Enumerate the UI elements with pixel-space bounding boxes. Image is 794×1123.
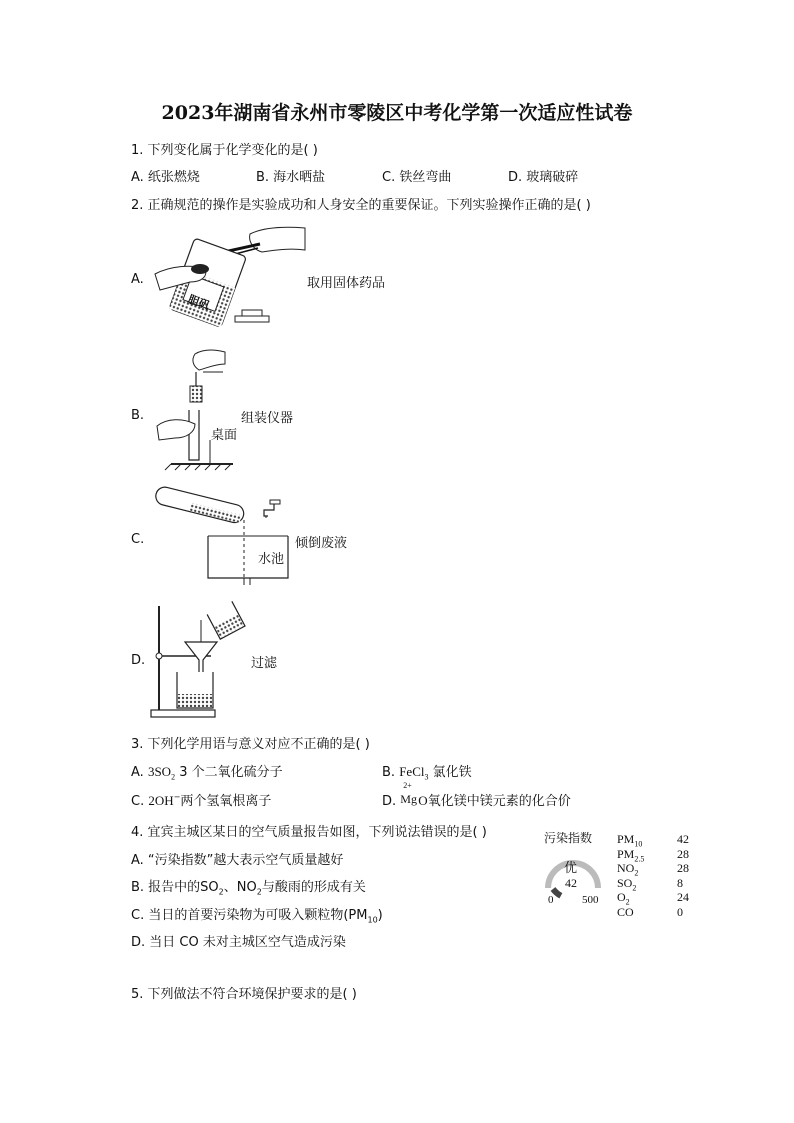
question-3-option-c-text: 两个氢氧根离子 <box>180 794 272 809</box>
question-3-option-a-letter: A. <box>131 765 144 780</box>
question-4-option-b-mid: 、NO <box>223 880 257 895</box>
pollutant-name-text: NO <box>617 861 635 875</box>
question-3-option-b-text: 氯化铁 <box>428 765 472 780</box>
gauge-grade: 优 <box>564 861 578 876</box>
question-4-option-b-sub1: 2 <box>218 887 224 897</box>
pollutant-value: 8 <box>677 875 683 890</box>
gauge-title: 污染指数 <box>544 831 593 845</box>
question-3-stem: 3. 下列化学用语与意义对应不正确的是( ) <box>131 737 370 752</box>
question-4-option-c[interactable] <box>131 904 383 925</box>
table-label: 桌面 <box>211 428 238 443</box>
question-3-option-c[interactable] <box>131 790 271 809</box>
question-2-option-b-caption: 组装仪器 <box>241 411 294 426</box>
question-4-option-c-pre: C. 当日的首要污染物为可吸入颗粒物(PM <box>131 908 368 923</box>
question-2-option-d-letter[interactable]: D. <box>131 653 146 668</box>
pollutant-name <box>617 905 634 920</box>
pollutant-name-subscript: 2 <box>632 882 637 892</box>
question-3-option-b-subscript: 3 <box>424 772 429 782</box>
question-4-option-b-pre: B. 报告中的SO <box>131 880 219 895</box>
question-1-option-b[interactable]: B. 海水晒盐 <box>256 170 326 185</box>
question-3-option-c-superscript: − <box>173 792 181 802</box>
question-4-option-a[interactable]: A. “污染指数”越大表示空气质量越好 <box>131 853 344 868</box>
sink-label: 水池 <box>258 552 285 567</box>
question-4-option-c-sub: 10 <box>367 915 378 925</box>
pollutant-value: 28 <box>677 861 689 875</box>
question-1-option-a[interactable]: A. 纸张燃烧 <box>131 170 200 185</box>
question-3-option-d-letter: D. <box>382 794 397 809</box>
pollutant-name-subscript: 2.5 <box>634 853 645 863</box>
filtration-illustration <box>145 600 255 720</box>
question-4-option-d[interactable]: D. 当日 CO 未对主城区空气造成污染 <box>131 935 346 950</box>
question-3-option-b[interactable] <box>382 761 472 782</box>
question-3-option-d[interactable] <box>382 781 571 809</box>
pollutant-name-text: PM <box>617 832 635 846</box>
question-4-option-b-post: 与酸雨的形成有关 <box>261 880 366 895</box>
pollutant-value: 0 <box>677 904 683 919</box>
pollutant-value: 24 <box>677 890 689 904</box>
question-2-stem: 2. 正确规范的操作是实验成功和人身安全的重要保证。下列实验操作正确的是( ) <box>131 198 591 213</box>
question-2-option-c-letter[interactable]: C. <box>131 532 145 547</box>
gauge-value: 42 <box>565 876 577 890</box>
question-3-option-b-letter: B. <box>382 765 396 780</box>
question-4-stem: 4. 宜宾主城区某日的空气质量报告如图，下列说法错误的是( ) <box>131 825 487 840</box>
question-3-option-a-subscript: 2 <box>171 772 176 782</box>
question-3-option-c-formula: 2OH <box>148 793 174 808</box>
pollutant-name-subscript: 10 <box>634 839 643 849</box>
question-3-option-b-formula: FeCl <box>399 764 425 779</box>
question-2-option-b-letter[interactable]: B. <box>131 408 145 423</box>
question-1-option-c[interactable]: C. 铁丝弯曲 <box>382 170 452 185</box>
pollutant-name-subscript: 2 <box>634 868 639 878</box>
question-2-option-c-caption: 倾倒废液 <box>295 536 348 551</box>
question-2-option-d-caption: 过滤 <box>251 656 278 671</box>
gauge-max: 500 <box>582 894 599 906</box>
question-1-option-d[interactable]: D. 玻璃破碎 <box>508 170 579 185</box>
pour-waste-liquid-illustration <box>150 490 300 585</box>
solid-reagent-illustration <box>150 224 310 334</box>
pollutant-name-text: PM <box>617 846 635 861</box>
jar-label: 胆矾 <box>186 292 212 313</box>
gauge-min: 0 <box>548 894 554 906</box>
question-3-option-a-text: 3 个二氧化硫分子 <box>175 765 283 780</box>
question-3-option-d-text: 氧化镁中镁元素的化合价 <box>427 794 571 809</box>
assemble-apparatus-illustration <box>155 348 245 473</box>
question-4-option-b[interactable] <box>131 876 366 897</box>
question-3-option-a[interactable] <box>131 761 283 782</box>
question-3-option-d-formula-o: O <box>418 793 428 808</box>
pollutant-value: 28 <box>677 846 689 861</box>
question-5-stem: 5. 下列做法不符合环境保护要求的是( ) <box>131 987 357 1002</box>
pollutant-name-subscript: 2 <box>625 897 630 907</box>
question-3-option-d-valence: 2+ <box>403 781 412 790</box>
question-4-option-b-sub2: 2 <box>256 887 262 897</box>
question-3-option-d-formula: Mg <box>400 792 417 806</box>
page-title: 2023年湖南省永州市零陵区中考化学第一次适应性试卷 <box>161 102 633 124</box>
question-1-stem: 1. 下列变化属于化学变化的是( ) <box>131 143 318 158</box>
question-2-option-a-letter[interactable]: A. <box>131 272 144 287</box>
question-2-option-a-caption: 取用固体药品 <box>307 276 386 291</box>
question-4-option-c-post: ) <box>377 908 383 923</box>
pollutant-name-text: SO <box>617 875 633 890</box>
pollutant-name-text: O <box>617 890 626 904</box>
question-3-option-a-formula: 3SO <box>147 764 172 779</box>
question-3-option-d-formula-group <box>400 781 418 806</box>
gauge-fill <box>553 889 561 896</box>
pollutant-value: 42 <box>677 832 689 846</box>
pollutant-name-text: CO <box>617 904 634 919</box>
question-3-option-c-letter: C. <box>131 794 145 809</box>
